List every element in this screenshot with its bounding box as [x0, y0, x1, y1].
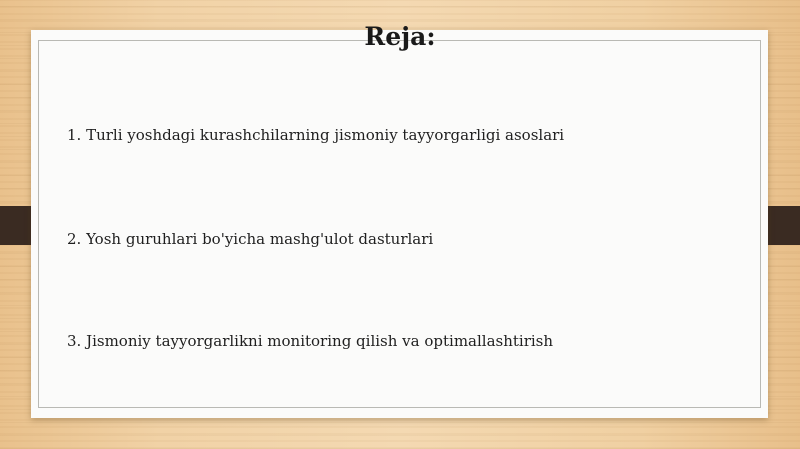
plan-item-3: 3. Jismoniy tayyorgarlikni monitoring qilish va optimallashtirish [67, 332, 554, 350]
slide-inner-frame [38, 40, 761, 408]
plan-item-2: 2. Yosh guruhlari bo'yicha mashg'ulot dasturlari [67, 230, 434, 248]
plan-item-1: 1. Turli yoshdagi kurashchilarning jismoniy tayyorgarligi asoslari [67, 126, 565, 144]
slide-title: Reja: [364, 22, 436, 51]
slide-card [31, 30, 768, 418]
